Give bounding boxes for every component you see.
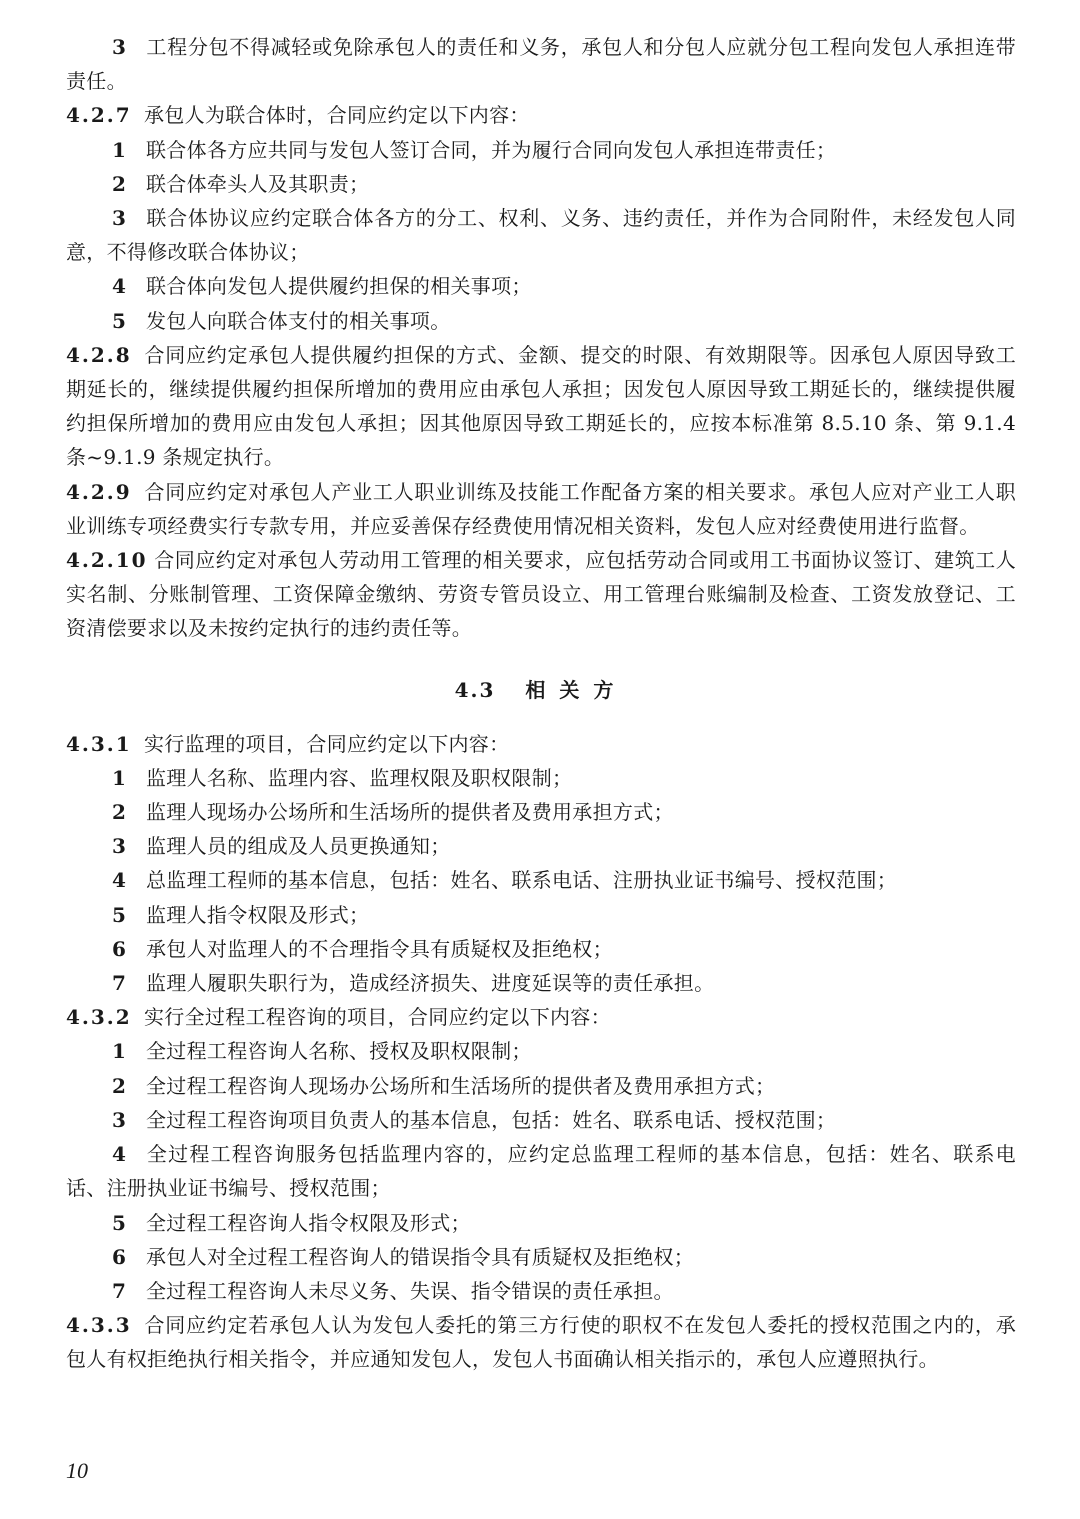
- item-number: 6: [112, 1244, 127, 1269]
- clause-number: 4.3.2: [66, 1005, 132, 1030]
- item-number: 6: [112, 936, 127, 961]
- list-item: [66, 795, 1016, 829]
- item-number: 2: [112, 1073, 127, 1098]
- list-item: [66, 1069, 1016, 1103]
- item-number: 5: [112, 902, 127, 927]
- item-number: 7: [112, 1278, 127, 1303]
- item-number: 2: [112, 800, 127, 825]
- item-text: 承包人对全过程工程咨询人的错误指令具有质疑权及拒绝权；: [146, 1244, 695, 1269]
- clause-paragraph: [66, 475, 1016, 543]
- clause-number: 4.2.8: [66, 342, 132, 367]
- list-item: [66, 1274, 1016, 1308]
- clause-paragraph: [66, 727, 1016, 761]
- item-number: 1: [112, 137, 127, 162]
- list-item: [66, 1240, 1016, 1274]
- list-item: [66, 1103, 1016, 1137]
- section-number: 4.3: [454, 677, 496, 702]
- item-text: 全过程工程咨询人现场办公场所和生活场所的提供者及费用承担方式；: [146, 1073, 776, 1098]
- item-number: 3: [112, 206, 127, 231]
- item-number: 5: [112, 1210, 127, 1235]
- item-text: 工程分包不得减轻或免除承包人的责任和义务，承包人和分包人应就分包工程向发包人承担连带责任。: [66, 35, 1016, 94]
- clause-number: 4.2.10: [66, 548, 148, 573]
- list-item: [66, 829, 1016, 863]
- list-item: [66, 30, 1016, 98]
- item-text: 监理人指令权限及形式；: [146, 902, 370, 927]
- item-text: 承包人对监理人的不合理指令具有质疑权及拒绝权；: [146, 936, 613, 961]
- clause-text: 承包人为联合体时，合同应约定以下内容：: [144, 103, 530, 128]
- section-title: 相关方: [525, 677, 628, 702]
- item-number: 3: [112, 1107, 127, 1132]
- item-text: 联合体协议应约定联合体各方的分工、权利、义务、违约责任，并作为合同附件，未经发包人同意，不得修改联合体协议；: [66, 206, 1016, 265]
- item-text: 全过程工程咨询项目负责人的基本信息，包括：姓名、联系电话、授权范围；: [146, 1107, 837, 1132]
- document-body: [66, 30, 1016, 1377]
- item-text: 全过程工程咨询人未尽义务、失误、指令错误的责任承担。: [146, 1278, 674, 1303]
- list-item: [66, 167, 1016, 201]
- clause-text: 合同应约定对承包人劳动用工管理的相关要求，应包括劳动合同或用工书面协议签订、建筑工人实名制、分账制管理、工资保障金缴纳、劳资专管员设立、用工管理台账编制及检查、工资发放登记、工资清偿要求以及未按约定执行的违约责任等。: [66, 548, 1016, 641]
- item-number: 7: [112, 971, 127, 996]
- clause-paragraph: [66, 98, 1016, 132]
- clause-text: 实行监理的项目，合同应约定以下内容：: [144, 731, 510, 756]
- clause-text: 合同应约定对承包人产业工人职业训练及技能工作配备方案的相关要求。承包人应对产业工人职业训练专项经费实行专款专用，并应妥善保存经费使用情况相关资料，发包人应对经费使用进行监督。: [66, 479, 1016, 538]
- clause-number: 4.3.1: [66, 731, 132, 756]
- item-text: 发包人向联合体支付的相关事项。: [146, 308, 451, 333]
- clause-number: 4.3.3: [66, 1313, 132, 1338]
- list-item: [66, 1137, 1016, 1205]
- item-text: 全过程工程咨询人指令权限及形式；: [146, 1210, 471, 1235]
- item-number: 5: [112, 308, 127, 333]
- item-number: 1: [112, 765, 127, 790]
- item-text: 监理人名称、监理内容、监理权限及职权限制；: [146, 765, 573, 790]
- section-heading: [66, 674, 1016, 703]
- item-text: 总监理工程师的基本信息，包括：姓名、联系电话、注册执业证书编号、授权范围；: [146, 868, 898, 893]
- list-item: [66, 304, 1016, 338]
- clause-number: 4.2.7: [66, 103, 132, 128]
- item-number: 4: [112, 274, 127, 299]
- clause-text: 合同应约定承包人提供履约担保的方式、金额、提交的时限、有效期限等。因承包人原因导致工期延长的，继续提供履约担保所增加的费用应由承包人承担；因发包人原因导致工期延长的，继续提供履约担保所增加的费用应由发包人承担；因其他原因导致工期延长的，应按本标准第 8.5.10 条、第 9.1.4 条~9.1.9 条规定执行。: [66, 342, 1016, 470]
- list-item: [66, 863, 1016, 897]
- clause-paragraph: [66, 338, 1016, 475]
- list-item: [66, 1206, 1016, 1240]
- item-text: 联合体各方应共同与发包人签订合同，并为履行合同向发包人承担连带责任；: [146, 137, 837, 162]
- item-number: 2: [112, 171, 127, 196]
- item-text: 联合体向发包人提供履约担保的相关事项；: [146, 274, 532, 299]
- item-text: 联合体牵头人及其职责；: [146, 171, 370, 196]
- clause-paragraph: [66, 1000, 1016, 1034]
- list-item: [66, 1034, 1016, 1068]
- clause-number: 4.2.9: [66, 479, 132, 504]
- item-text: 监理人员的组成及人员更换通知；: [146, 834, 451, 859]
- list-item: [66, 201, 1016, 269]
- list-item: [66, 761, 1016, 795]
- item-text: 全过程工程咨询人名称、授权及职权限制；: [146, 1039, 532, 1064]
- item-number: 1: [112, 1039, 127, 1064]
- clause-paragraph: [66, 1308, 1016, 1376]
- list-item: [66, 898, 1016, 932]
- item-number: 4: [112, 1142, 127, 1167]
- clause-text: 合同应约定若承包人认为发包人委托的第三方行使的职权不在发包人委托的授权范围之内的，承包人有权拒绝执行相关指令，并应通知发包人，发包人书面确认相关指示的，承包人应遵照执行。: [66, 1313, 1016, 1372]
- item-number: 3: [112, 834, 127, 859]
- page-number: 10: [66, 1458, 88, 1483]
- list-item: [66, 932, 1016, 966]
- list-item: [66, 966, 1016, 1000]
- item-text: 监理人履职失职行为，造成经济损失、进度延误等的责任承担。: [146, 971, 715, 996]
- list-item: [66, 133, 1016, 167]
- item-text: 监理人现场办公场所和生活场所的提供者及费用承担方式；: [146, 800, 674, 825]
- clause-text: 实行全过程工程咨询的项目，合同应约定以下内容：: [144, 1005, 611, 1030]
- clause-paragraph: [66, 543, 1016, 646]
- item-number: 4: [112, 868, 127, 893]
- item-number: 3: [112, 35, 127, 59]
- item-text: 全过程工程咨询服务包括监理内容的，应约定总监理工程师的基本信息，包括：姓名、联系电话、注册执业证书编号、授权范围；: [66, 1142, 1016, 1201]
- list-item: [66, 269, 1016, 303]
